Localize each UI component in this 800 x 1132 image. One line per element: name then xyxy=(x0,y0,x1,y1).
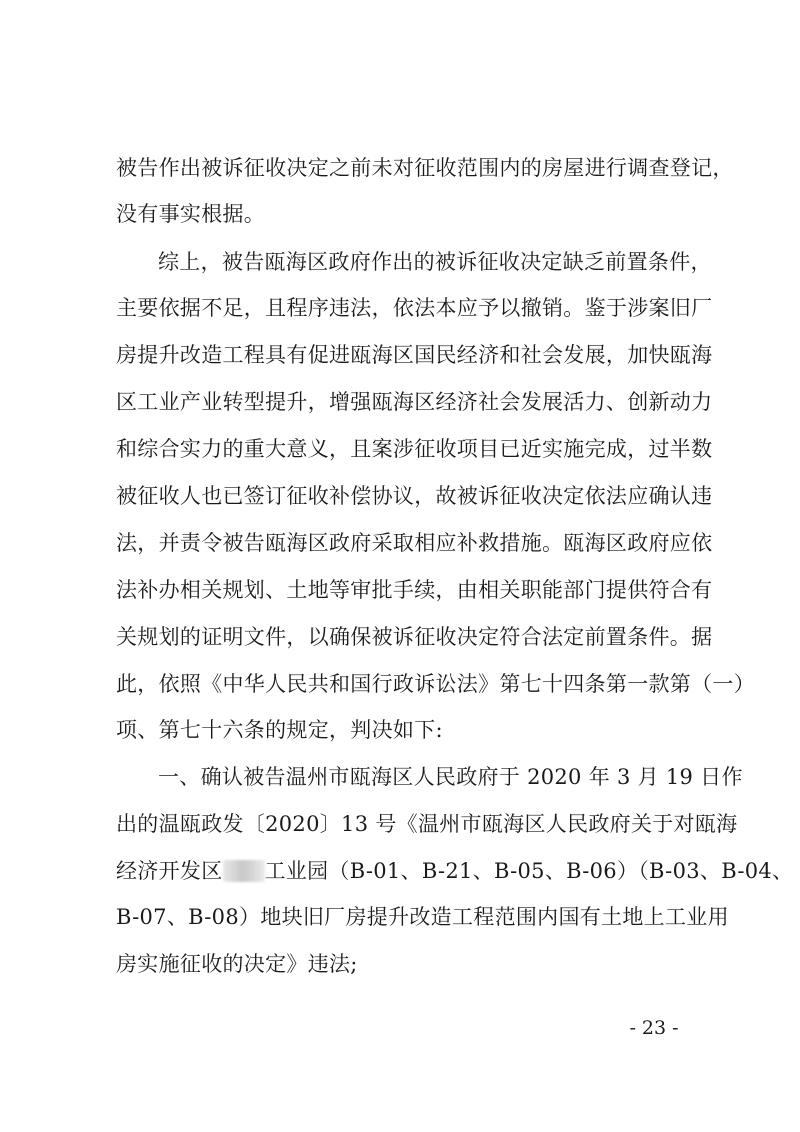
text-line: 被告作出被诉征收决定之前未对征收范围内的房屋进行调查登记， xyxy=(116,156,734,180)
paragraph-start-line: 综上，被告瓯海区政府作出的被诉征收决定缺乏前置条件， xyxy=(158,250,712,274)
text-line: 房提升改造工程具有促进瓯海区国民经济和社会发展，加快瓯海 xyxy=(116,343,713,367)
page-number: - 23 - xyxy=(629,1017,679,1039)
text-line: 法，并责令被告瓯海区政府采取相应补救措施。瓯海区政府应依 xyxy=(116,531,713,555)
text-segment: 经济开发区 xyxy=(116,859,223,883)
text-line: 没有事实根据。 xyxy=(116,202,266,226)
text-line: 项、第七十六条的规定，判决如下: xyxy=(116,718,443,742)
redaction-blur xyxy=(223,860,265,882)
text-line: 出的温瓯政发〔2020〕13 号《温州市瓯海区人民政府关于对瓯海 xyxy=(116,812,738,836)
text-line: 主要依据不足，且程序违法，依法本应予以撤销。鉴于涉案旧厂 xyxy=(116,296,713,320)
text-line: 房实施征收的决定》违法; xyxy=(116,952,358,976)
text-line-with-redaction xyxy=(116,858,794,884)
text-line: B-07、B-08）地块旧厂房提升改造工程范围内国有土地上工业用 xyxy=(116,905,729,929)
text-line: 区工业产业转型提升，增强瓯海区经济社会发展活力、创新动力 xyxy=(116,390,713,414)
judgment-item-start-line: 一、确认被告温州市瓯海区人民政府于 2020 年 3 月 19 日作 xyxy=(158,765,743,789)
text-line: 和综合实力的重大意义，且案涉征收项目已近实施完成，过半数 xyxy=(116,437,713,461)
text-segment: 工业园（B-01、B-21、B-05、B-06）（B-03、B-04、 xyxy=(264,859,794,883)
text-line: 被征收人也已签订征收补偿协议，故被诉征收决定依法应确认违 xyxy=(116,484,713,508)
text-line: 此，依照《中华人民共和国行政诉讼法》第七十四条第一款第（一） xyxy=(116,672,755,696)
text-line: 关规划的证明文件，以确保被诉征收决定符合法定前置条件。据 xyxy=(116,625,713,649)
text-line: 法补办相关规划、土地等审批手续，由相关职能部门提供符合有 xyxy=(116,578,713,602)
